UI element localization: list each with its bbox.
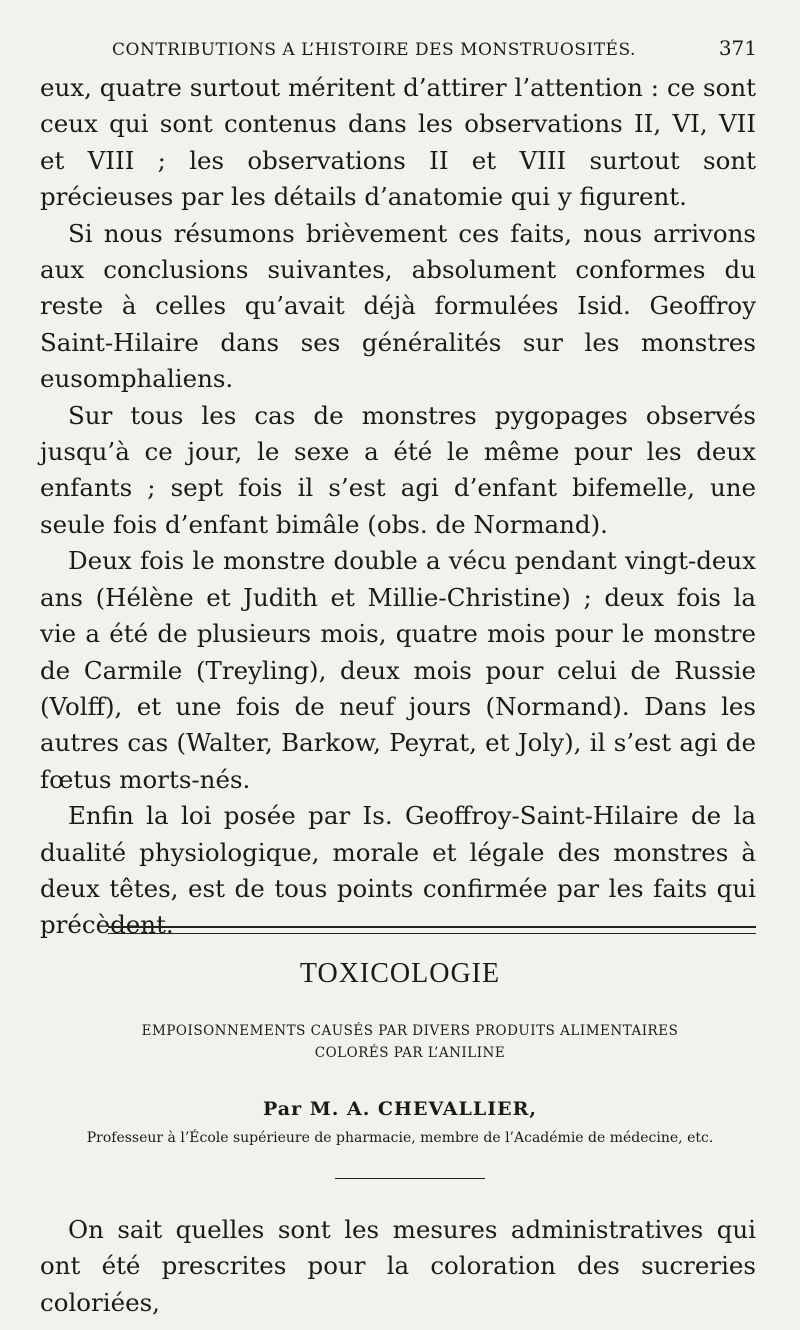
article-body	[40, 70, 756, 944]
paragraph: Enfin la loi posée par Is. Geoffroy-Saint-Hilaire de la dualité physiologique, morale et légale des monstres à deux têtes, est de tous points confirmée par les faits qui précèdent.	[40, 801, 756, 940]
article-body-2	[40, 1212, 756, 1321]
subtitle-line: EMPOISONNEMENTS CAUSÉS PAR DIVERS PRODUITS ALIMENTAIRES	[141, 1023, 679, 1039]
paragraph: Sur tous les cas de monstres pygopages observés jusqu’à ce jour, le sexe a été le même pour les deux enfants ; sept fois il s’est agi d’enfant bifemelle, une seule fois d’enfant bimâle (obs. de Normand).	[40, 400, 756, 539]
section-divider	[108, 926, 756, 934]
section-title: TOXICOLOGIE	[299, 958, 501, 989]
running-header	[112, 36, 757, 60]
subtitle-line: COLORÉS PAR L’ANILINE	[314, 1045, 506, 1061]
running-title: CONTRIBUTIONS A L’HISTOIRE DES MONSTRUOSITÉS.	[112, 40, 636, 60]
paragraph: Deux fois le monstre double a vécu pendant vingt-deux ans (Hélène et Judith et Millie-Christine) ; deux fois la vie a été de plusieurs mois, quatre mois pour le monstre de Carmile (Treyling), deux mois pour celui de Russie (Volff), et une fois de neuf jours (Normand). Dans les autres cas (Walter, Barkow, Peyrat, et Joly), il s’est agi de fœtus morts-nés.	[40, 546, 756, 794]
page-number: 371	[718, 36, 757, 60]
short-divider	[335, 1178, 485, 1179]
author-affiliation: Professeur à l’École supérieure de pharmacie, membre de l’Académie de médecine, etc.	[86, 1130, 714, 1146]
paragraph: On sait quelles sont les mesures administratives qui ont été prescrites pour la coloration des sucreries coloriées,	[40, 1215, 756, 1317]
paragraph: eux, quatre surtout méritent d’attirer l’attention : ce sont ceux qui sont contenus dans les observations II, VI, VII et VIII ; les observations II et VIII surtout sont précieuses par les détails d’anatomie qui y figurent.	[40, 73, 756, 212]
paragraph: Si nous résumons brièvement ces faits, nous arrivons aux conclusions suivantes, absolument conformes du reste à celles qu’avait déjà formulées Isid. Geoffroy Saint-Hilaire dans ses généralités sur les monstres eusomphaliens.	[40, 218, 756, 394]
author-byline: Par M. A. CHEVALLIER,	[262, 1098, 537, 1120]
article-subtitle	[80, 1020, 740, 1064]
